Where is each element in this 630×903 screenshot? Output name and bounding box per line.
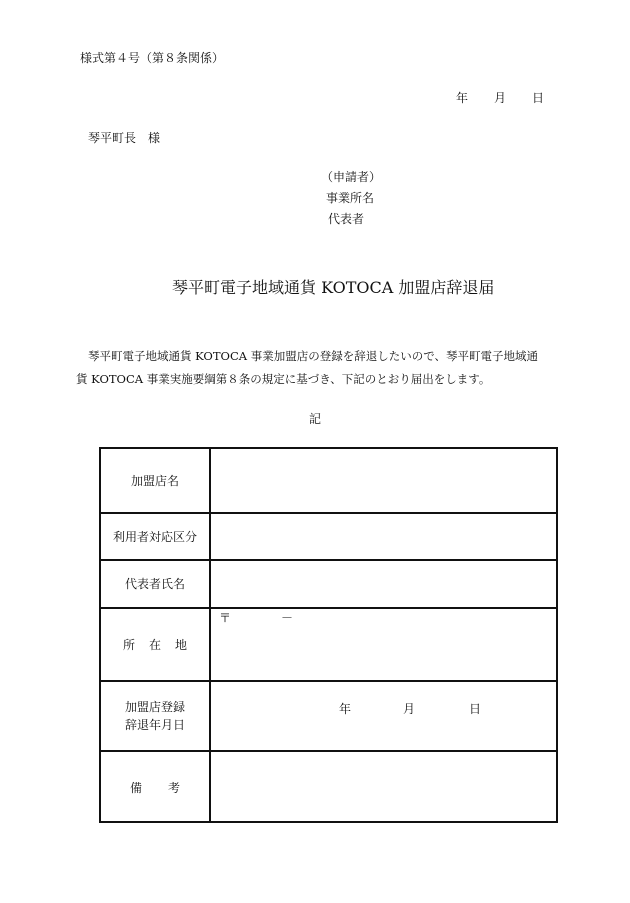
date-day-label: 日 xyxy=(532,91,545,105)
user-category-label xyxy=(101,514,211,559)
office-name-label: 事業所名 xyxy=(326,191,375,205)
body-text-line-1: 琴平町電子地域通貨 KOTOCA 事業加盟店の登録を辞退したいので、琴平町電子地域通 xyxy=(88,349,538,363)
rep-name-label xyxy=(101,561,211,607)
cancel-date-year-label: 年 xyxy=(339,702,352,716)
postal-mark: 〒 xyxy=(219,611,232,625)
table-row-rep-name xyxy=(101,561,556,609)
date-year-label: 年 xyxy=(456,91,469,105)
address-label-char: 在 xyxy=(148,637,161,652)
table-row-address xyxy=(101,609,556,682)
addressee xyxy=(88,132,160,144)
body-text-line-2: 貨 KOTOCA 事業実施要綱第８条の規定に基づき、下記のとおり届出をします。 xyxy=(76,372,491,386)
date-month-label: 月 xyxy=(494,91,507,105)
remarks-field[interactable] xyxy=(211,752,556,823)
form-number: 様式第４号（第８条関係） xyxy=(80,51,225,65)
addressee-honorific: 様 xyxy=(148,131,161,145)
cancel-date-label xyxy=(101,682,211,750)
remarks-label-char: 備 xyxy=(129,780,142,795)
address-field[interactable] xyxy=(211,609,556,680)
submission-date xyxy=(456,92,544,104)
applicant-label: （申請者） xyxy=(321,170,382,184)
cancel-date-field[interactable] xyxy=(211,682,556,750)
ki-heading: 記 xyxy=(309,412,322,426)
user-category-label-text: 利用者対応区分 xyxy=(112,529,197,544)
cancel-date-month-label: 月 xyxy=(403,702,416,716)
remarks-label-char: 考 xyxy=(168,780,181,795)
document-title: 琴平町電子地域通貨 KOTOCA 加盟店辞退届 xyxy=(172,278,495,297)
store-name-label-text: 加盟店名 xyxy=(130,473,179,488)
representative-label: 代表者 xyxy=(328,212,365,226)
rep-name-label-text: 代表者氏名 xyxy=(124,577,185,591)
postal-dash: － xyxy=(281,611,294,625)
remarks-label xyxy=(101,752,211,823)
addressee-name: 琴平町長 xyxy=(88,131,137,145)
table-row-user-category xyxy=(101,514,556,561)
rep-name-field[interactable] xyxy=(211,561,556,607)
store-name-field[interactable] xyxy=(211,449,556,512)
table-row-remarks xyxy=(101,752,556,823)
address-label-char: 地 xyxy=(175,637,188,652)
table-row-cancel-date xyxy=(101,682,556,752)
user-category-field[interactable] xyxy=(211,514,556,559)
address-label-char: 所 xyxy=(122,637,135,652)
address-label xyxy=(101,609,211,680)
cancel-date-label-line-1: 加盟店登録 xyxy=(124,700,185,714)
cancel-date-label-line-2: 辞退年月日 xyxy=(124,718,185,732)
store-name-label xyxy=(101,449,211,512)
cancel-date-units xyxy=(339,703,481,715)
table-row-store-name xyxy=(101,449,556,514)
cancel-date-day-label: 日 xyxy=(469,702,482,716)
detail-table xyxy=(99,447,558,823)
